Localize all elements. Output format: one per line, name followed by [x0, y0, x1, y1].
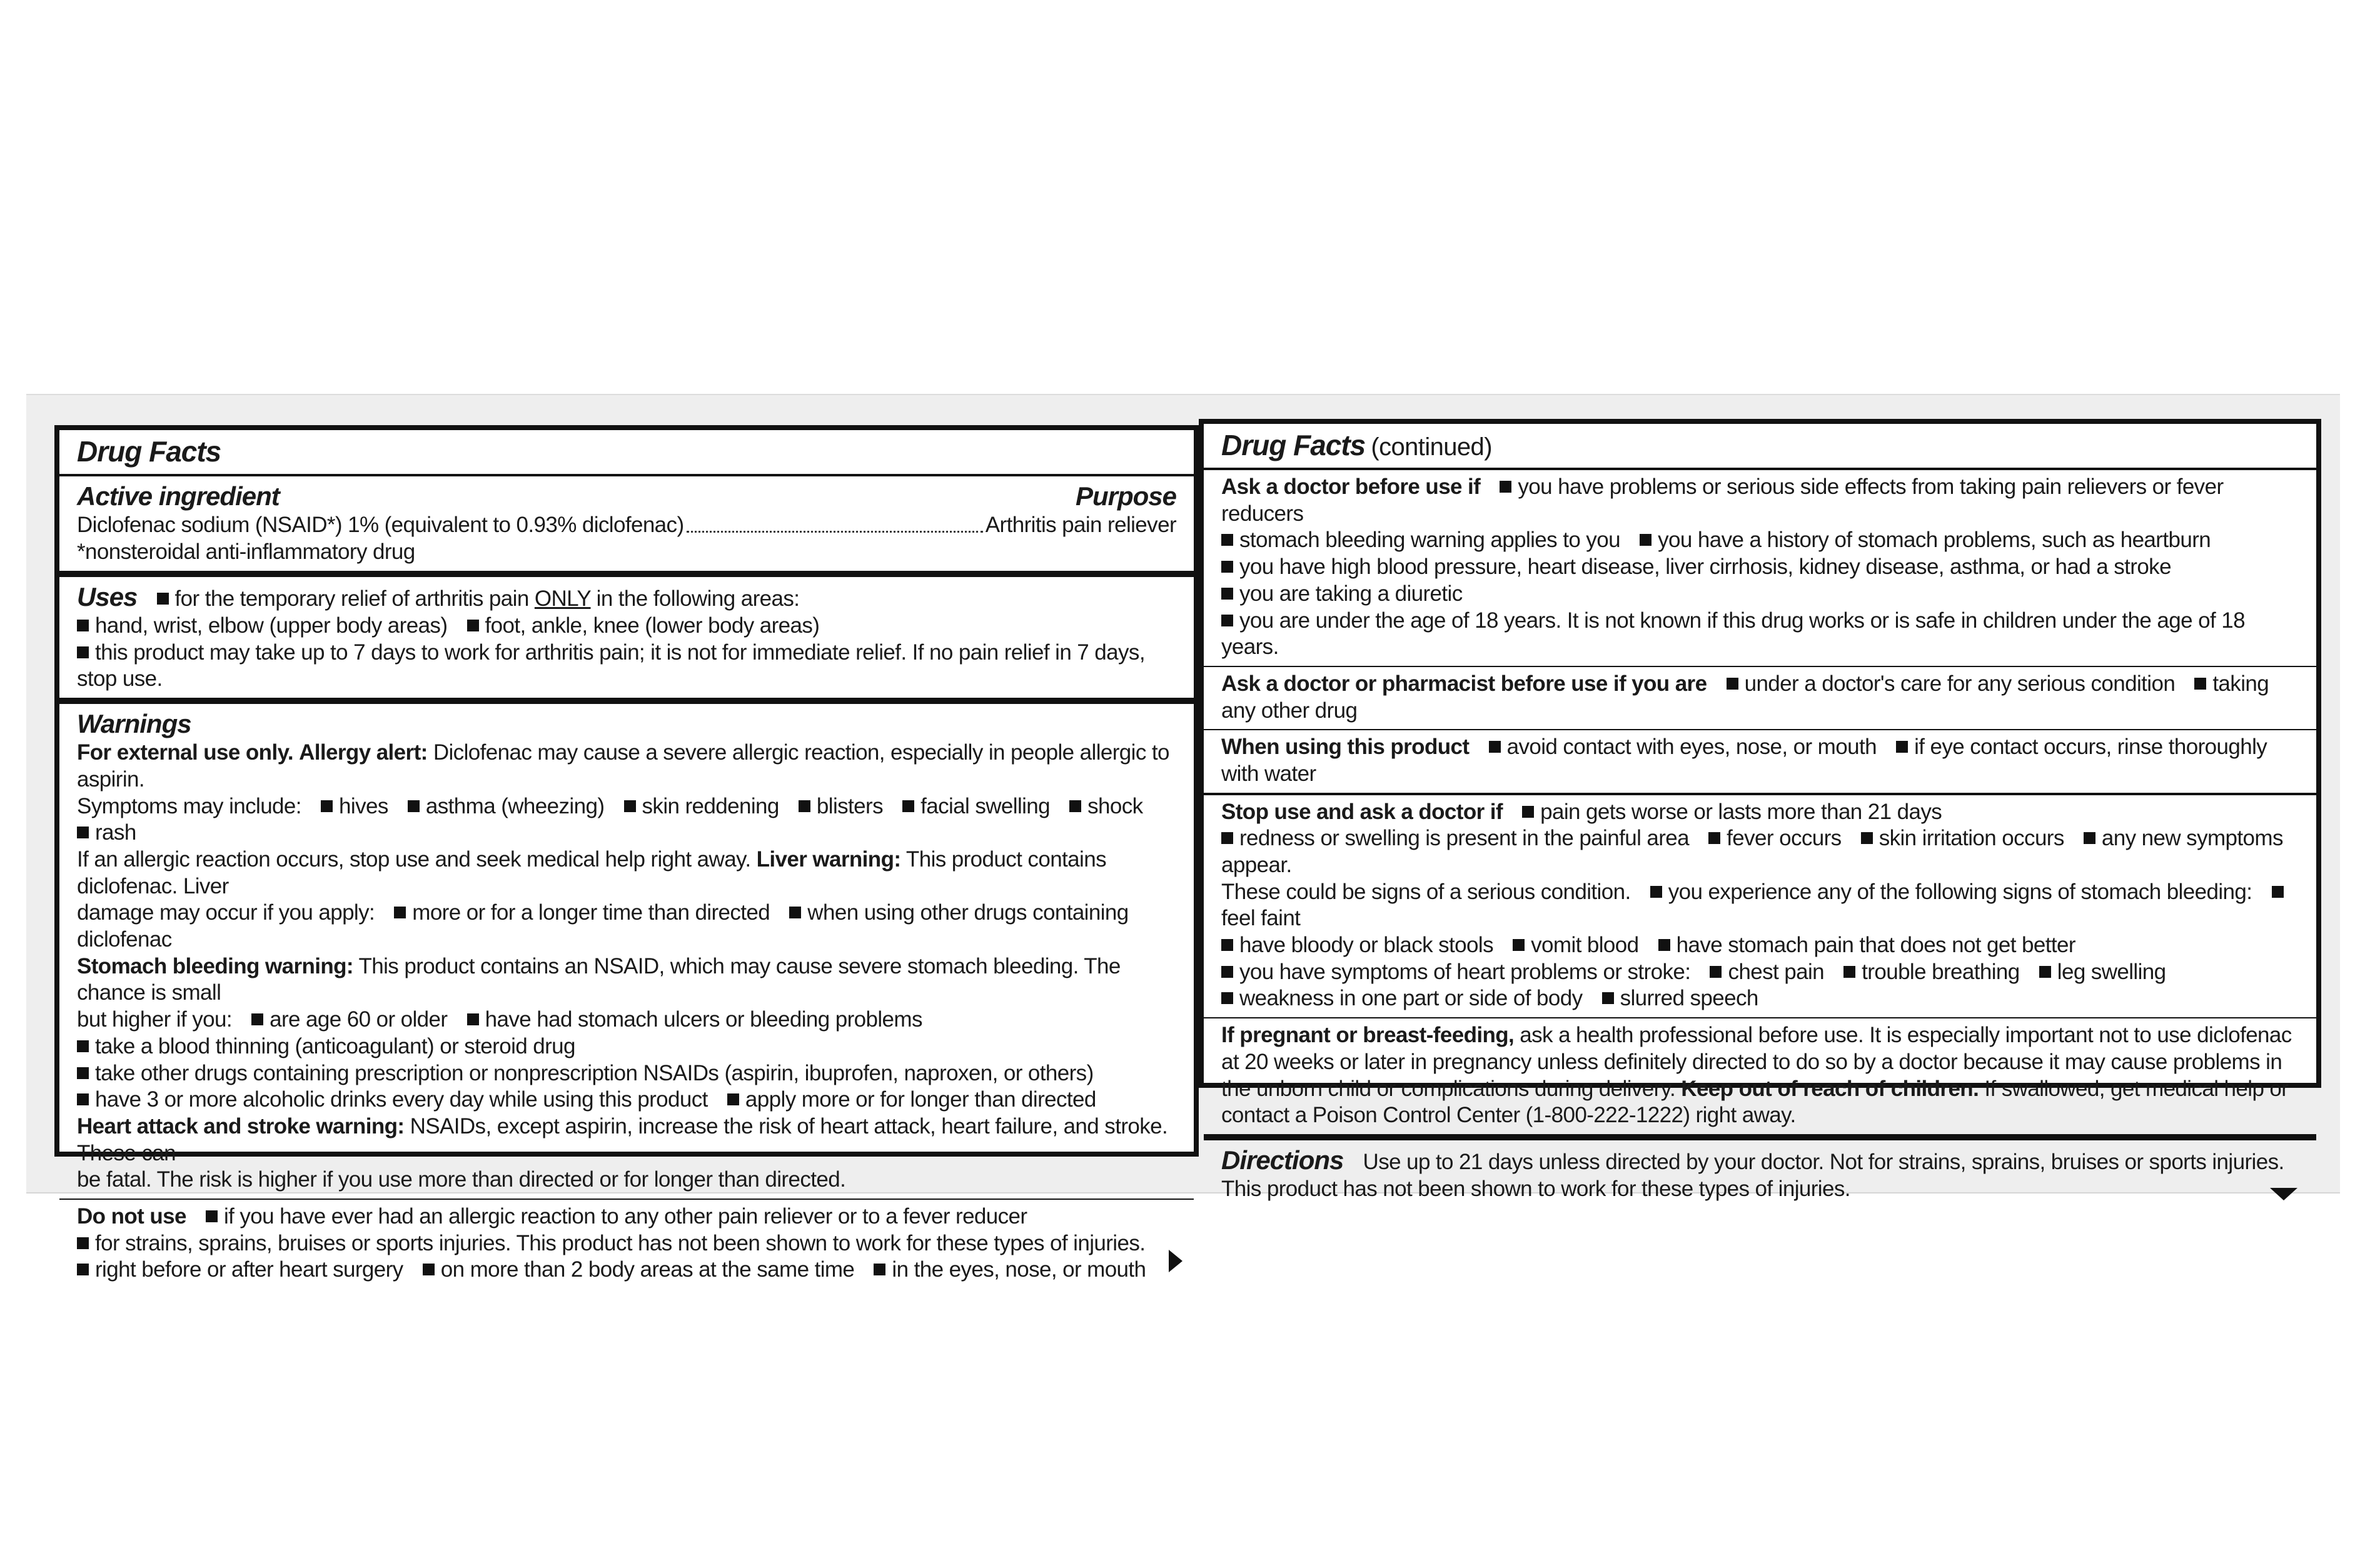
active-ingredient-heading: Active ingredient	[77, 481, 280, 511]
stop-use-section: Stop use and ask a doctor if pain gets worse or lasts more than 21 days redness or swelling is present in the painful area fever occurs skin irritation occurs any new symptoms appear. These could be signs of a serious condition. you experience any of the following signs of stomach bleeding: feel faint have bloody or black stools vomit blood have stomach pain that does not get better you have symptoms of heart problems or stroke: chest pain trouble breathing leg swelling weakness in one part or side of body slurred speech	[1204, 793, 2316, 1018]
footnote-text: *nonsteroidal anti-inflammatory drug	[77, 540, 415, 565]
liver-warning-items: damage may occur if you apply: more or for a longer time than directed when using other drugs containing diclofenac	[77, 900, 1129, 952]
stomach-warning: Stomach bleeding warning: This product contains an NSAID, which may cause severe stomach bleeding. The chance is small	[77, 953, 1121, 1005]
continue-arrow-down-icon	[2270, 1188, 2297, 1200]
do-not-use-line-2: for strains, sprains, bruises or sports injuries. This product has not been shown to work for these types of injuries.	[77, 1230, 1176, 1257]
purpose-heading: Purpose	[1075, 481, 1176, 511]
do-not-use-line-1: Do not use if you have ever had an allergic reaction to any other pain reliever or to a fever reducer	[77, 1204, 1027, 1229]
carton	[26, 394, 2340, 1282]
directions-heading: Directions	[1221, 1145, 1344, 1175]
pregnant-label: If pregnant or breast-feeding,	[1221, 1023, 1515, 1048]
continue-arrow-icon	[1169, 1250, 1183, 1272]
symptom-item: asthma (wheezing)	[408, 794, 605, 818]
ask-pharmacist-section: Ask a doctor or pharmacist before use if you are under a doctor's care for any serious condition taking any other drug	[1204, 666, 2316, 729]
pregnancy-section	[1204, 1017, 2316, 1134]
uses-note: this product may take up to 7 days to work for arthritis pain; it is not for immediate relief. If no pain relief in 7 days, stop use.	[77, 640, 1176, 693]
drug-facts-panel-left	[54, 425, 1199, 1282]
symptom-item: hives	[321, 794, 388, 818]
dot-leader	[687, 531, 983, 533]
when-using-label: When using this product	[1221, 735, 1470, 760]
symptom-item: blisters	[799, 794, 883, 818]
symptom-item: skin reddening	[624, 794, 779, 818]
uses-area-lower: foot, ankle, knee (lower body areas)	[467, 613, 820, 638]
stop-use-label: Stop use and ask a doctor if	[1221, 799, 1503, 824]
directions-text: Use up to 21 days unless directed by your doctor. Not for strains, sprains, bruises or sports injuries. This product has not been shown to work for these types of injuries.	[1221, 1149, 2284, 1202]
drug-facts-continued-header	[1204, 424, 2316, 468]
uses-heading: Uses	[77, 581, 138, 611]
heart-warning-2: be fatal. The risk is higher if you use more than directed or for longer than directed.	[77, 1167, 846, 1192]
warnings-section	[59, 698, 1194, 1199]
ingredient-text: Diclofenac sodium (NSAID*) 1% (equivalent to 0.93% diclofenac)	[77, 513, 684, 538]
symptom-item: facial swelling	[902, 794, 1050, 818]
pregnant-text: ask a health professional before use. It is especially important not to use diclofenac at 20 weeks or later in pregnancy unless definitely directed to do so by a doctor because it may cause problems in the unborn child or complications during delivery.	[1221, 1023, 2292, 1101]
continued-label: (continued)	[1371, 433, 1492, 461]
symptom-item: rash	[77, 820, 136, 845]
ask-pharmacist-label: Ask a doctor or pharmacist before use if you are	[1221, 671, 1707, 696]
drug-facts-title: Drug Facts	[77, 435, 221, 468]
drug-facts-panel-right	[1199, 419, 2321, 1202]
directions-section	[1204, 1134, 2316, 1212]
stomach-item-alcohol: have 3 or more alcoholic drinks every day while using this product apply more or for longer than directed	[77, 1087, 1176, 1113]
stomach-item-blood-thinning: take a blood thinning (anticoagulant) or steroid drug	[77, 1033, 1176, 1060]
keep-out-text: If swallowed, get medical help or contact a Poison Control Center (1-800-222-1222) right away.	[1221, 1076, 2289, 1128]
symptom-item: shock	[1069, 794, 1142, 818]
heart-warning: Heart attack and stroke warning: NSAIDs, except aspirin, increase the risk of heart attack, heart failure, and stroke. These can	[77, 1113, 1168, 1165]
liver-warning: If an allergic reaction occurs, stop use and seek medical help right away. Liver warning: This product contains diclofenac. Liver	[77, 847, 1106, 898]
do-not-use-section	[59, 1199, 1194, 1289]
keep-out-label: Keep out of reach of children.	[1681, 1076, 1979, 1101]
drug-facts-title-continued: Drug Facts	[1221, 429, 1366, 461]
active-ingredient-section	[59, 474, 1194, 571]
symptoms-list: Symptoms may include: hives asthma (wheezing) skin reddening blisters facial swelling shock rash	[77, 793, 1143, 845]
do-not-use-line-3: right before or after heart surgery on more than 2 body areas at the same time in the eyes, nose, or mouth	[77, 1257, 1176, 1284]
ask-doctor-section: Ask a doctor before use if you have problems or serious side effects from taking pain relievers or fever reducers stomach bleeding warning applies to you you have a history of stomach problems, such as heartburn you have high blood pressure, heart disease, liver cirrhosis, kidney disease, asthma, or had a stroke you are taking a diuretic you are under the age of 18 years. It is not known if this drug works or is safe in children under the age of 18 years.	[1204, 468, 2316, 666]
purpose-text: Arthritis pain reliever	[985, 513, 1176, 538]
uses-intro: for the temporary relief of arthritis pain ONLY in the following areas:	[157, 586, 800, 611]
uses-area-upper: hand, wrist, elbow (upper body areas)	[77, 613, 447, 638]
allergy-alert: For external use only. Allergy alert: Diclofenac may cause a severe allergic reaction, especially in people allergic to aspirin.	[77, 740, 1169, 792]
ask-doctor-label: Ask a doctor before use if	[1221, 475, 1481, 500]
when-using-section: When using this product avoid contact with eyes, nose, or mouth if eye contact occurs, rinse thoroughly with water	[1204, 729, 2316, 792]
drug-facts-header	[59, 430, 1194, 474]
stomach-warning-items: but higher if you: are age 60 or older have had stomach ulcers or bleeding problems	[77, 1007, 922, 1032]
warnings-heading: Warnings	[77, 709, 191, 739]
uses-section	[59, 571, 1194, 698]
do-not-use-label: Do not use	[77, 1204, 186, 1229]
stomach-item-nsaids: take other drugs containing prescription or nonprescription NSAIDs (aspirin, ibuprofen, naproxen, or others)	[77, 1060, 1176, 1087]
